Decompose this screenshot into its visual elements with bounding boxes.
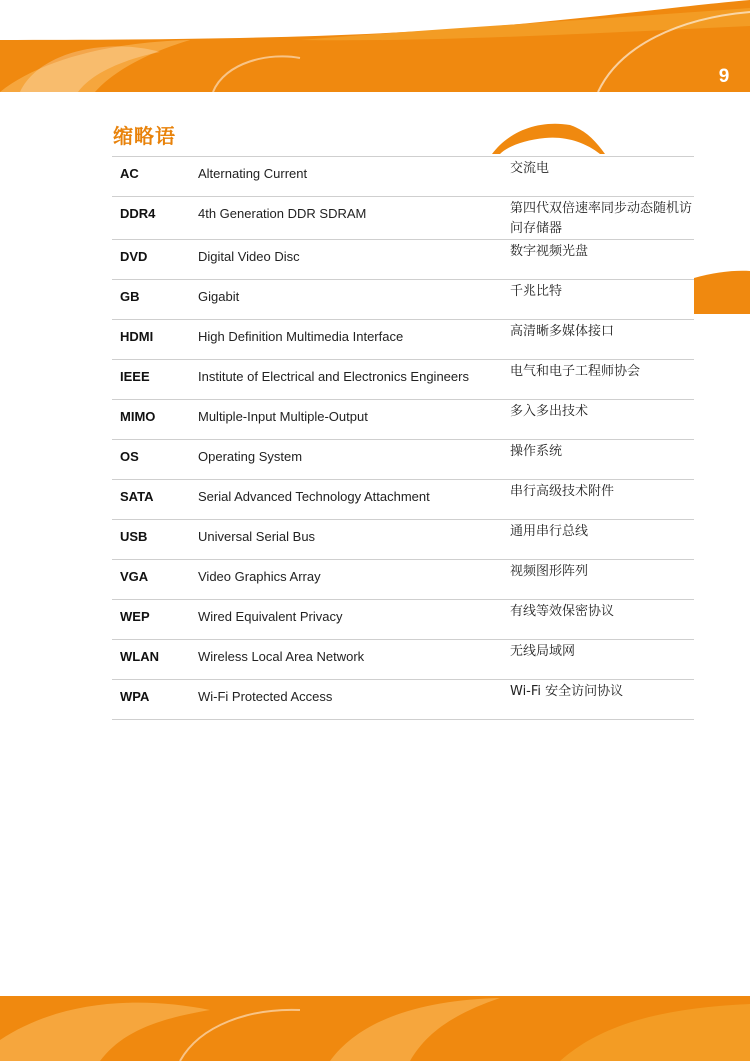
chinese-term-cell: 视频图形阵列 (510, 560, 694, 600)
page-number: 9 (718, 66, 730, 87)
table-row (112, 157, 694, 197)
footer-arc (180, 1010, 300, 1061)
table-row (112, 360, 694, 400)
footer-orange-band (0, 996, 750, 1061)
table-row (112, 440, 694, 480)
abbreviation-cell: WLAN (112, 640, 198, 680)
english-term-cell: Institute of Electrical and Electronics Engineers (198, 360, 510, 400)
chinese-term-cell: 多入多出技术 (510, 400, 694, 440)
footer-swoosh-2 (330, 998, 500, 1061)
table-row (112, 600, 694, 640)
footer-swoosh-1 (0, 1003, 210, 1061)
footer-swoosh-3 (560, 1004, 750, 1061)
table-row (112, 480, 694, 520)
english-term-cell: Multiple-Input Multiple-Output (198, 400, 510, 440)
chinese-term-cell: 第四代双倍速率同步动态随机访问存储器 (510, 197, 694, 240)
abbreviation-cell: OS (112, 440, 198, 480)
table-row (112, 280, 694, 320)
english-term-cell: Operating System (198, 440, 510, 480)
table-row (112, 560, 694, 600)
english-term-cell: Digital Video Disc (198, 240, 510, 280)
english-term-cell: High Definition Multimedia Interface (198, 320, 510, 360)
chinese-term-cell: 电气和电子工程师协会 (510, 360, 694, 400)
abbreviation-cell: DDR4 (112, 197, 198, 240)
table-row (112, 520, 694, 560)
chinese-term-cell: 串行高级技术附件 (510, 480, 694, 520)
abbreviation-cell: GB (112, 280, 198, 320)
english-term-cell: Video Graphics Array (198, 560, 510, 600)
english-term-cell: Serial Advanced Technology Attachment (198, 480, 510, 520)
chinese-term-cell: 操作系统 (510, 440, 694, 480)
table-row (112, 320, 694, 360)
english-term-cell: Alternating Current (198, 157, 510, 197)
chinese-term-cell: 高清晰多媒体接口 (510, 320, 694, 360)
table-row (112, 640, 694, 680)
title-arc (492, 124, 605, 154)
english-term-cell: Gigabit (198, 280, 510, 320)
chinese-term-cell: 数字视频光盘 (510, 240, 694, 280)
abbreviation-cell: VGA (112, 560, 198, 600)
page-title: 缩略语 (113, 124, 176, 148)
english-term-cell: Universal Serial Bus (198, 520, 510, 560)
chinese-term-cell: 通用串行总线 (510, 520, 694, 560)
chinese-term-cell: Wi-Fi 安全访问协议 (510, 680, 694, 720)
abbreviation-cell: MIMO (112, 400, 198, 440)
side-tab (694, 271, 750, 314)
abbreviation-table (112, 156, 694, 720)
table-row (112, 400, 694, 440)
english-term-cell: 4th Generation DDR SDRAM (198, 197, 510, 240)
abbreviation-cell: AC (112, 157, 198, 197)
table-row (112, 197, 694, 240)
abbreviation-cell: DVD (112, 240, 198, 280)
english-term-cell: Wi-Fi Protected Access (198, 680, 510, 720)
chinese-term-cell: 千兆比特 (510, 280, 694, 320)
table-row (112, 680, 694, 720)
abbreviation-cell: WPA (112, 680, 198, 720)
abbreviation-cell: WEP (112, 600, 198, 640)
abbreviation-cell: USB (112, 520, 198, 560)
chinese-term-cell: 交流电 (510, 157, 694, 197)
abbreviation-cell: HDMI (112, 320, 198, 360)
english-term-cell: Wireless Local Area Network (198, 640, 510, 680)
header-orange-band (0, 0, 750, 92)
table-row (112, 240, 694, 280)
english-term-cell: Wired Equivalent Privacy (198, 600, 510, 640)
abbreviation-cell: IEEE (112, 360, 198, 400)
chinese-term-cell: 有线等效保密协议 (510, 600, 694, 640)
chinese-term-cell: 无线局域网 (510, 640, 694, 680)
abbreviation-cell: SATA (112, 480, 198, 520)
